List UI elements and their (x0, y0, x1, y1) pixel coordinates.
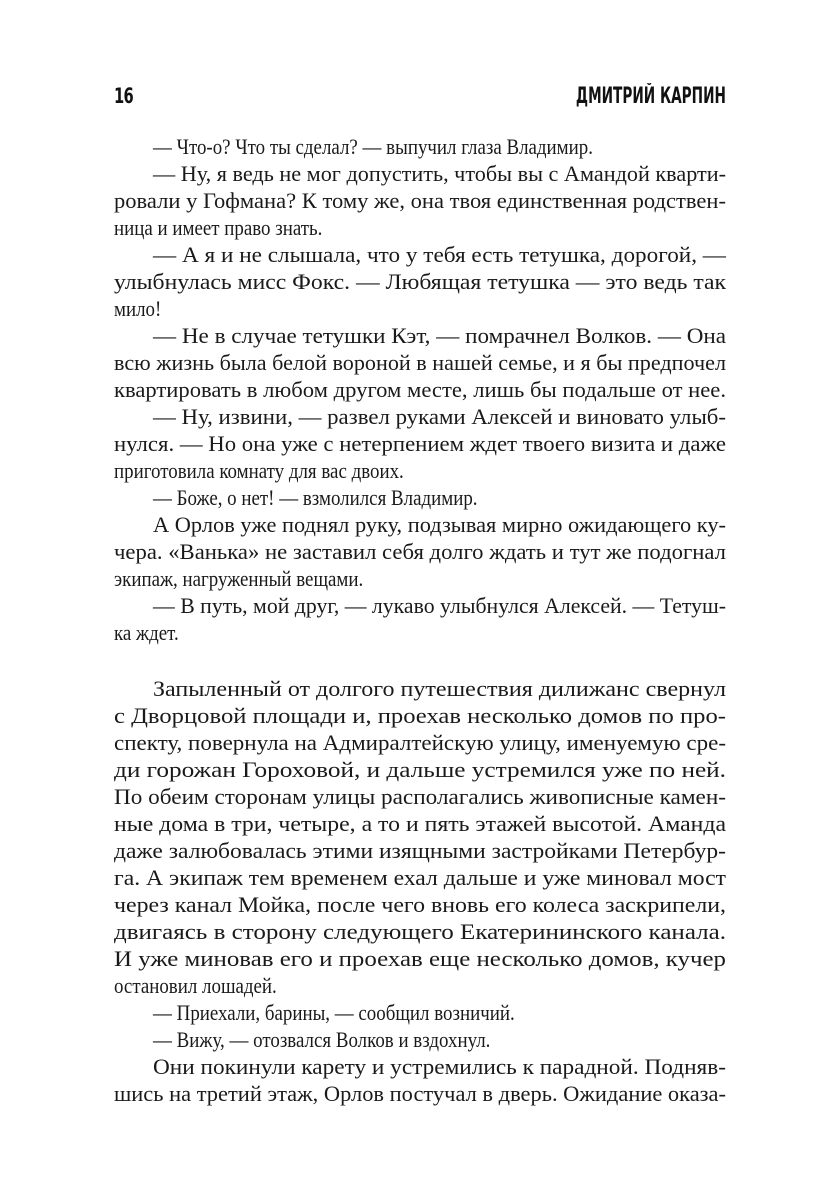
page-number: 16 (114, 84, 134, 108)
text-line (114, 945, 726, 972)
text-line-content: экипаж, нагруженный вещами. (114, 566, 364, 591)
text-line (114, 322, 726, 349)
running-head (114, 84, 726, 110)
text-section-1 (114, 133, 726, 646)
text-line-content: — Вижу, — отозвался Волков и вздохнул. (153, 1027, 491, 1052)
text-line-content: улыбнулась мисс Фокс. — Любящая тетушка — это ведь так (114, 269, 726, 294)
text-line (114, 619, 726, 646)
text-line (114, 891, 726, 918)
text-line (114, 810, 726, 837)
text-line-content: — Что-о? Что ты сделал? — выпучил глаза Владимир. (153, 134, 593, 159)
text-line (114, 729, 726, 756)
text-line-content: — Не в случае тетушки Кэт, — помрачнел Волков. — Она (153, 323, 726, 348)
text-line-content: нулся. — Но она уже с нетерпением ждет твоего визита и даже (114, 431, 726, 456)
text-line-content: ка ждет. (114, 620, 179, 645)
text-line-content: Они покинули карету и устремились к парадной. Подняв- (153, 1054, 726, 1079)
text-line (114, 133, 726, 160)
text-line-content: ница и имеет право знать. (114, 215, 323, 240)
text-line (114, 837, 726, 864)
text-line (114, 376, 726, 403)
text-line-content: спекту, повернула на Адмиралтейскую улицу, именуемую сре- (114, 730, 726, 755)
text-line (114, 756, 726, 783)
text-line (114, 160, 726, 187)
text-line (114, 403, 726, 430)
text-line-content: — Боже, о нет! — взмолился Владимир. (153, 485, 478, 510)
text-line-content: — А я и не слышала, что у тебя есть тетушка, дорогой, — (153, 242, 726, 267)
text-line (114, 538, 726, 565)
text-line-content: через канал Мойка, после чего вновь его колеса заскрипели, (114, 892, 726, 917)
text-line (114, 702, 726, 729)
text-line-content: — В путь, мой друг, — лукаво улыбнулся Алексей. — Тетуш- (153, 593, 726, 618)
text-line-content: — Приехали, барины, — сообщил возничий. (153, 1000, 515, 1025)
text-line (114, 268, 726, 295)
text-line-content: двигаясь в сторону следующего Екатерининского канала. (114, 919, 726, 944)
text-line (114, 1080, 726, 1107)
author-last-name: КАРПИН (660, 84, 726, 109)
text-line-content: — Ну, я ведь не мог допустить, чтобы вы с Амандой кварти- (153, 161, 726, 186)
text-line-content: мило! (114, 296, 162, 321)
text-line (114, 214, 726, 241)
text-line (114, 918, 726, 945)
text-line-content: га. А экипаж тем временем ехал дальше и уже миновал мост (114, 865, 726, 890)
text-line (114, 864, 726, 891)
text-line-content: шись на третий этаж, Орлов постучал в дверь. Ожидание оказа- (114, 1081, 726, 1106)
text-line-content: остановил лошадей. (114, 973, 277, 998)
text-section-2 (114, 675, 726, 1107)
text-line (114, 187, 726, 214)
text-line (114, 1053, 726, 1080)
text-line (114, 592, 726, 619)
author-name (576, 84, 726, 109)
text-line-content: приготовила комнату для вас двоих. (114, 458, 404, 483)
text-line (114, 675, 726, 702)
text-line-content: — Ну, извини, — развел руками Алексей и виновато улыб- (153, 404, 726, 429)
text-line (114, 783, 726, 810)
text-line-content: ные дома в три, четыре, а то и пять этажей высотой. Аманда (114, 811, 726, 836)
text-line (114, 565, 726, 592)
text-line (114, 484, 726, 511)
text-line (114, 241, 726, 268)
text-line-content: А Орлов уже поднял руку, подзывая мирно ожидающего ку- (153, 512, 726, 537)
text-line-content: квартировать в любом другом месте, лишь бы подальше от нее. (114, 377, 726, 402)
text-line (114, 999, 726, 1026)
text-line-content: И уже миновав его и проехав еще несколько домов, кучер (114, 946, 726, 971)
author-first-name: ДМИТРИЙ (576, 84, 656, 109)
text-line-content: По обеим сторонам улицы располагались живописные камен- (114, 784, 726, 809)
text-line-content: всю жизнь была белой вороной в нашей семье, и я бы предпочел (114, 350, 726, 375)
text-line-content: даже залюбовалась этими изящными застройками Петербур- (114, 838, 726, 863)
text-line-content: ди горожан Гороховой, и дальше устремился уже по ней. (114, 757, 726, 782)
text-line-content: с Дворцовой площади и, проехав несколько домов по про- (114, 703, 726, 728)
text-line (114, 295, 726, 322)
text-line (114, 511, 726, 538)
text-line (114, 349, 726, 376)
text-line-content: ровали у Гофмана? К тому же, она твоя единственная родствен- (114, 188, 726, 213)
text-line-content: чера. «Ванька» не заставил себя долго ждать и тут же подогнал (114, 539, 726, 564)
text-line (114, 430, 726, 457)
text-line-content: Запыленный от долгого путешествия дилижанс свернул (153, 676, 726, 701)
text-line (114, 1026, 726, 1053)
text-line (114, 457, 726, 484)
text-line (114, 972, 726, 999)
